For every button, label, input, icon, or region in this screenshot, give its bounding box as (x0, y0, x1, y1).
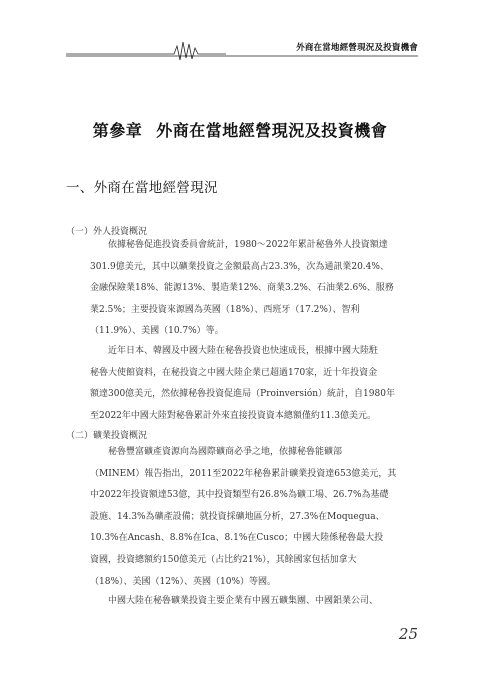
text-line: 近年日本、韓國及中國大陸在秘魯投資也快速成長，根據中國大陸駐 (108, 346, 379, 356)
header-title: 外商在當地經營現況及投資機會 (296, 43, 418, 53)
text-line: 至2022年中國大陸對秘魯累計外來直接投資資本總額僅約11.3億美元。 (90, 410, 376, 421)
text-line: 10.3%在Ancash、8.8%在Ica、8.1%在Cusco；中國大陸係秘魯最大投 (90, 533, 384, 544)
paragraph-foreign-investment-statistics (90, 235, 420, 343)
text-line: 額達300億美元，然依據秘魯投資促進局（Proinversión）統計，自1980年 (90, 389, 395, 400)
subsection-heading-mining-investment: （二）礦業投資概況 (66, 431, 148, 441)
subsection-heading-foreign-investment: （一）外人投資概況 (66, 227, 148, 237)
text-line: 設施、14.3%為礦產設備；就投資採礦地區分析，27.3%在Moquegua、 (90, 511, 385, 522)
chapter-title (0, 118, 480, 141)
paragraph-mining-investment (90, 442, 420, 593)
text-line: （MINEM）報告指出，2011至2022年秘魯累計礦業投資達653億美元，其 (90, 468, 397, 479)
text-line: 中2022年投資額達53億，其中投資類型有26.8%為礦工場、26.7%為基礎 (90, 490, 389, 501)
text-line: 資國，投資總額約150億美元（占比約21%），其餘國家包括加拿大 (90, 554, 357, 565)
text-line: 秘魯豐富礦產資源向為國際礦商必爭之地，依據秘魯能礦部 (108, 447, 343, 457)
text-line: 業2.5%；主要投資來源國為英國（18%）、西班牙（17.2%）、智利 (90, 304, 360, 315)
text-line: 秘魯大使館資料，在秘投資之中國大陸企業已超過170家，近十年投資金 (90, 367, 378, 378)
section-heading: 一、外商在當地經營現況 (66, 180, 218, 196)
running-header (66, 38, 418, 62)
text-line: 金融保險業18%、能源13%、製造業12%、商業3.2%、石油業2.6%、服務 (90, 283, 394, 294)
chapter-label: 第參章 (92, 121, 143, 140)
paragraph-chinese-mining-companies (90, 591, 420, 613)
page-number: 25 (398, 625, 418, 643)
text-line: （18%）、美國（12%）、英國（10%）等國。 (90, 576, 277, 587)
text-line: 依據秘魯促進投資委員會統計，1980～2022年累計秘魯外人投資額達 (108, 240, 388, 250)
paragraph-asian-investment (90, 341, 420, 427)
text-line: 中國大陸在秘魯礦業投資主要企業有中國五礦集團、中國鋁業公司、 (108, 596, 379, 606)
text-line: （11.9%）、美國（10.7%）等。 (90, 326, 224, 337)
text-line: 301.9億美元，其中以礦業投資之金額最高占23.3%，次為通訊業20.4%、 (90, 261, 389, 272)
chapter-name: 外商在當地經營現況及投資機會 (156, 121, 388, 140)
